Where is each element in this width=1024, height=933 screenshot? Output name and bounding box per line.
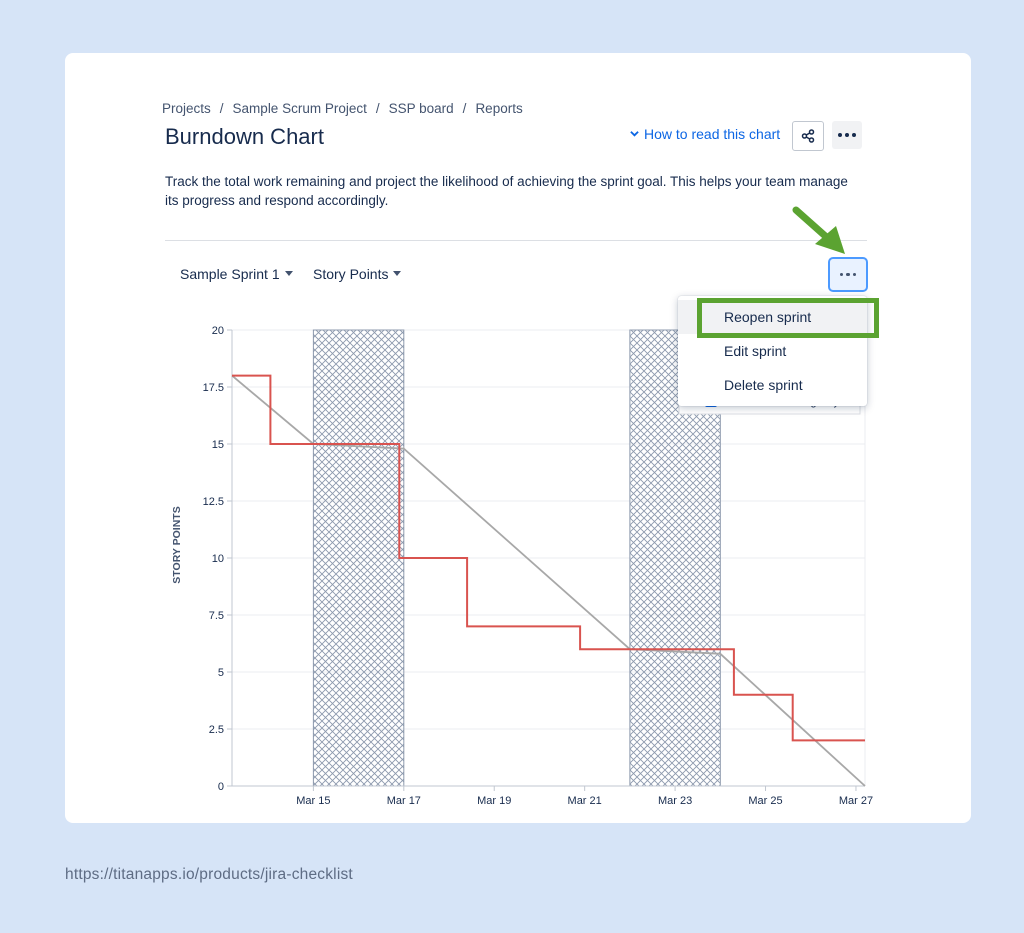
menu-item-edit-sprint[interactable]: Edit sprint [724, 343, 787, 359]
x-tick-label: Mar 25 [748, 795, 783, 807]
x-tick-label: Mar 19 [477, 795, 512, 807]
breadcrumb-separator: / [219, 101, 224, 116]
x-tick-label: Mar 15 [296, 795, 331, 807]
how-to-read-label: How to read this chart [644, 126, 781, 142]
page-description: Track the total work remaining and project the likelihood of achieving the sprint goal. This helps your team manage its progress and respond accordingly. [165, 174, 848, 208]
x-tick-label: Mar 27 [838, 795, 874, 807]
y-tick-label: 5 [217, 667, 224, 679]
breadcrumb-project[interactable]: Sample Scrum Project [232, 101, 367, 116]
estimation-select-value: Story Points [313, 266, 389, 282]
y-tick-label: 7.5 [208, 610, 224, 622]
menu-item-reopen-sprint[interactable]: Reopen sprint [678, 300, 867, 334]
annotation-arrow-icon [790, 204, 850, 256]
breadcrumb-board[interactable]: SSP board [388, 101, 454, 116]
x-tick-label: Mar 17 [386, 795, 421, 807]
breadcrumb-separator: / [462, 101, 467, 116]
y-axis-label: STORY POINTS [171, 506, 183, 584]
y-tick-label: 17.5 [202, 382, 224, 394]
menu-item-delete-sprint[interactable]: Delete sprint [724, 377, 803, 393]
y-tick-label: 2.5 [208, 724, 224, 736]
x-tick-label: Mar 23 [657, 795, 693, 807]
y-tick-label: 20 [211, 325, 224, 337]
breadcrumb-projects[interactable]: Projects [162, 101, 211, 116]
footer-url: https://titanapps.io/products/jira-checklist [65, 866, 353, 883]
y-tick-label: 10 [211, 553, 224, 565]
breadcrumb-reports[interactable]: Reports [475, 101, 523, 116]
page-title: Burndown Chart [165, 124, 324, 149]
y-tick-label: 0 [217, 781, 224, 793]
y-tick-label: 15 [211, 439, 224, 451]
breadcrumb-separator: / [375, 101, 380, 116]
x-tick-label: Mar 21 [567, 795, 602, 807]
y-tick-label: 12.5 [202, 496, 224, 508]
sprint-select-value: Sample Sprint 1 [180, 266, 280, 282]
non-working-band [313, 330, 403, 786]
sprint-actions-menu [678, 296, 867, 406]
